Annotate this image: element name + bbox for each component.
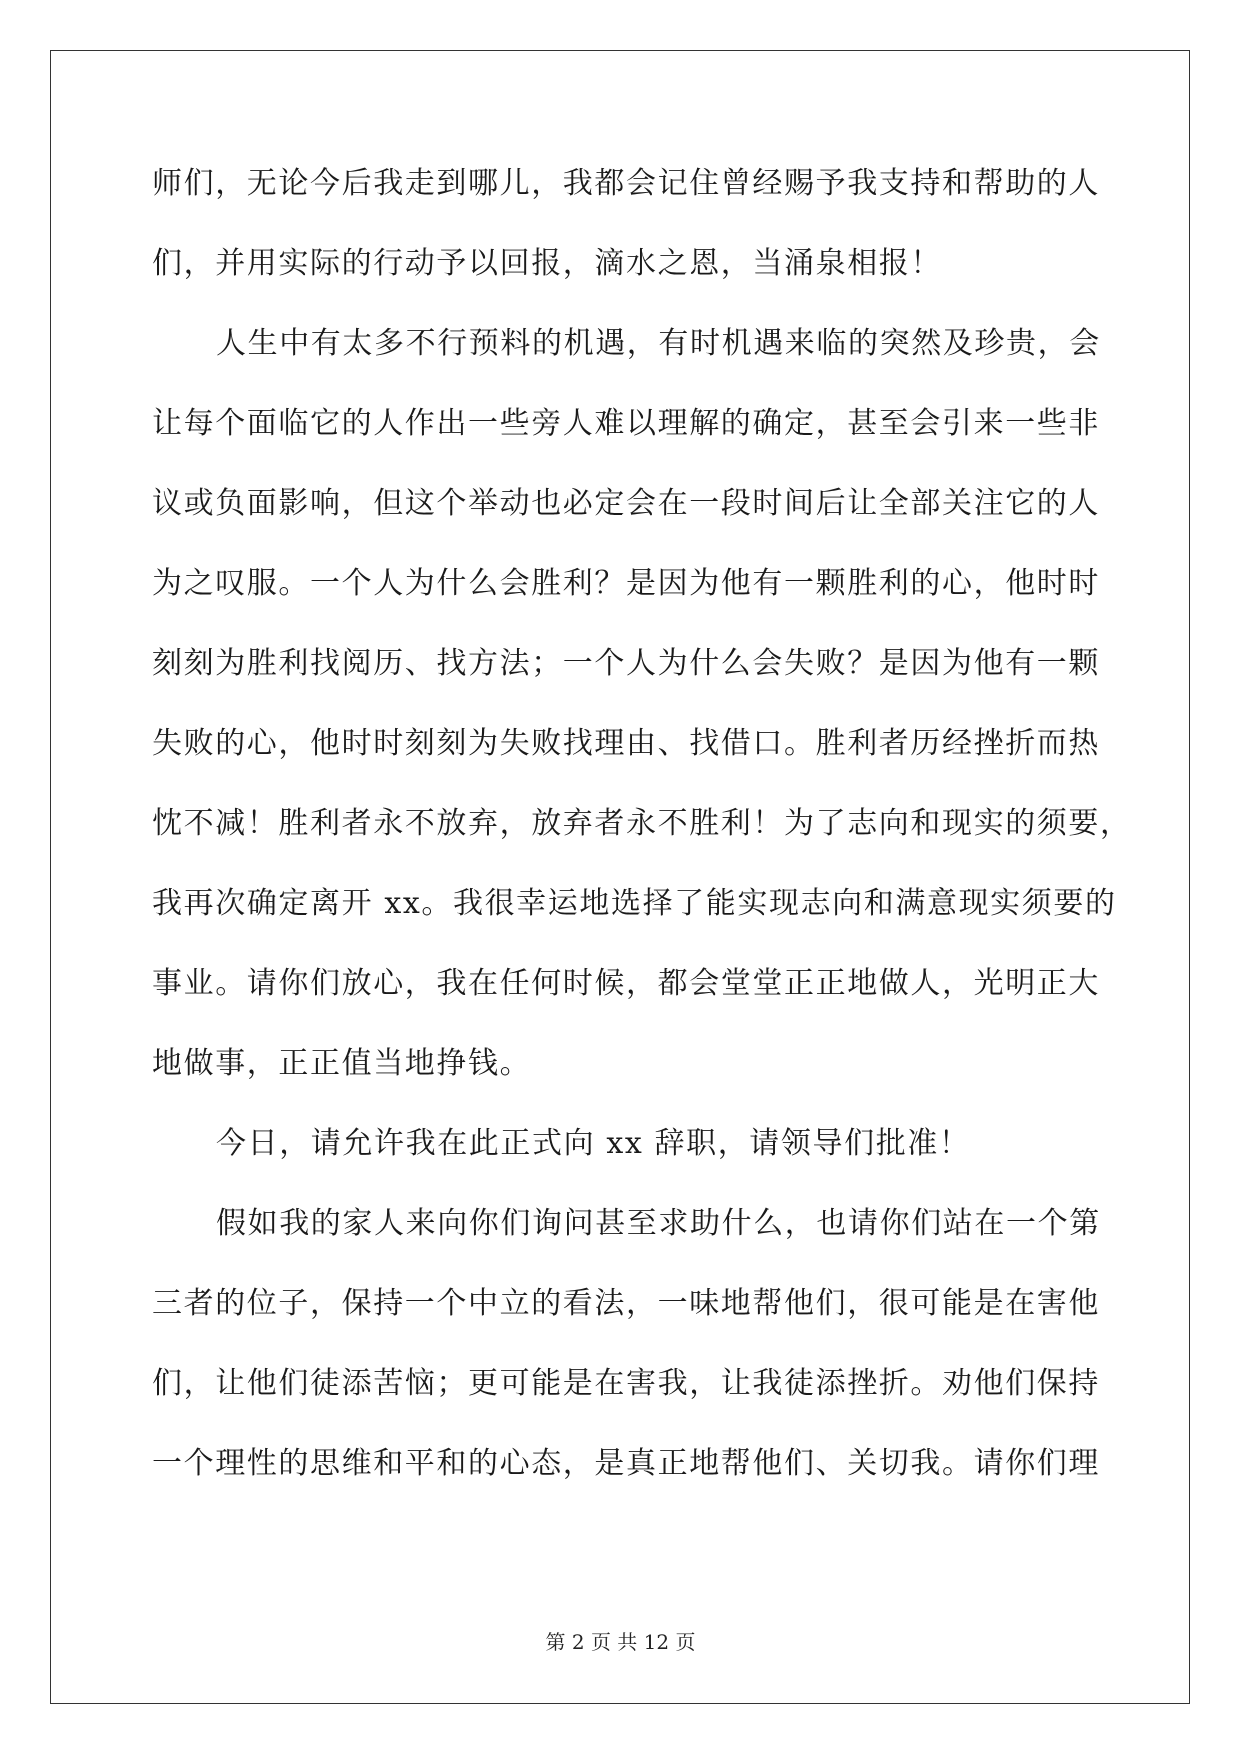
text-line: 师们，无论今后我走到哪儿，我都会记住曾经赐予我支持和帮助的人: [152, 166, 1100, 201]
text-line: 一个理性的思维和平和的心态，是真正地帮他们、关切我。请你们理: [152, 1446, 1100, 1481]
text-line: 地做事，正正值当地挣钱。: [152, 1046, 532, 1081]
paragraph-start-line: 今日，请允许我在此正式向 xx 辞职，请领导们批准！: [216, 1126, 971, 1161]
text-line: 为之叹服。一个人为什么会胜利？是因为他有一颗胜利的心，他时时: [152, 566, 1100, 601]
text-line: 们，让他们徒添苦恼；更可能是在害我，让我徒添挫折。劝他们保持: [152, 1366, 1100, 1401]
paragraph-start-line: 人生中有太多不行预料的机遇，有时机遇来临的突然及珍贵，会: [216, 326, 1101, 361]
text-line: 三者的位子，保持一个中立的看法，一味地帮他们，很可能是在害他: [152, 1286, 1100, 1321]
text-line: 议或负面影响，但这个举动也必定会在一段时间后让全部关注它的人: [152, 486, 1100, 521]
text-line: 事业。请你们放心，我在任何时候，都会堂堂正正地做人，光明正大: [152, 966, 1100, 1001]
text-line: 失败的心，他时时刻刻为失败找理由、找借口。胜利者历经挫折而热: [152, 726, 1100, 761]
text-line: 我再次确定离开 xx。我很幸运地选择了能实现志向和满意现实须要的: [152, 886, 1117, 921]
document-body: [152, 160, 1132, 1520]
text-line: 们，并用实际的行动予以回报，滴水之恩，当涌泉相报！: [152, 246, 942, 281]
text-line: 刻刻为胜利找阅历、找方法；一个人为什么会失败？是因为他有一颗: [152, 646, 1100, 681]
paragraph-start-line: 假如我的家人来向你们询问甚至求助什么，也请你们站在一个第: [216, 1206, 1101, 1241]
page-number-footer: 第 2 页 共 12 页: [545, 1630, 696, 1654]
text-line: 让每个面临它的人作出一些旁人难以理解的确定，甚至会引来一些非: [152, 406, 1100, 441]
text-line: 忱不减！胜利者永不放弃，放弃者永不胜利！为了志向和现实的须要，: [152, 806, 1132, 841]
